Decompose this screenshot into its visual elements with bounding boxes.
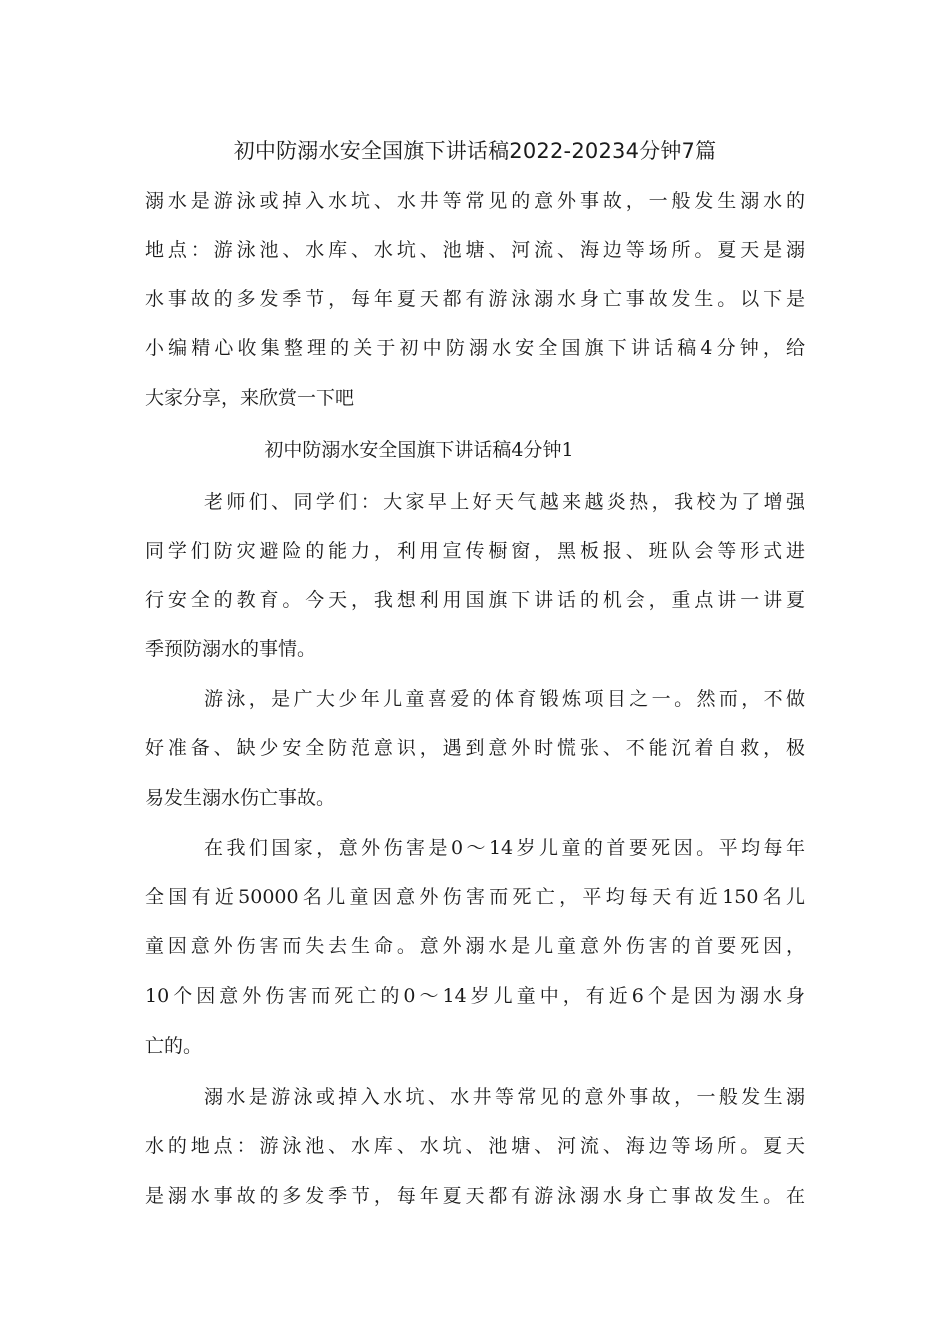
- intro-line: 地点：游泳池、水库、水坑、池塘、河流、海边等场所。夏天是溺: [145, 239, 805, 261]
- intro-line: 溺水是游泳或掉入水坑、水井等常见的意外事故，一般发生溺水的: [145, 190, 805, 212]
- paragraph-line: 游泳，是广大少年儿童喜爱的体育锻炼项目之一。然而，不做: [204, 688, 805, 710]
- paragraph-line: 行安全的教育。今天，我想利用国旗下讲话的机会，重点讲一讲夏: [145, 589, 805, 611]
- paragraph-line: 在我们国家，意外伤害是0～14岁儿童的首要死因。平均每年: [204, 837, 805, 859]
- paragraph-line: 10个因意外伤害而死亡的0～14岁儿童中，有近6个是因为溺水身: [145, 985, 805, 1007]
- intro-line: 大家分享，来欣赏一下吧: [145, 387, 355, 409]
- intro-line: 水事故的多发季节，每年夏天都有游泳溺水身亡事故发生。以下是: [145, 288, 805, 310]
- intro-line: 小编精心收集整理的关于初中防溺水安全国旗下讲话稿4分钟，给: [145, 337, 805, 359]
- paragraph-line: 全国有近50000名儿童因意外伤害而死亡，平均每天有近150名儿: [145, 886, 805, 908]
- paragraph-line: 水的地点：游泳池、水库、水坑、池塘、河流、海边等场所。夏天: [145, 1135, 805, 1157]
- section-subtitle: 初中防溺水安全国旗下讲话稿4分钟1: [264, 439, 574, 461]
- paragraph-line: 老师们、同学们：大家早上好天气越来越炎热，我校为了增强: [204, 491, 805, 513]
- paragraph-line: 亡的。: [145, 1035, 203, 1057]
- document-title: 初中防溺水安全国旗下讲话稿2022-20234分钟7篇: [233, 139, 717, 163]
- paragraph-line: 同学们防灾避险的能力，利用宣传橱窗，黑板报、班队会等形式进: [145, 540, 805, 562]
- paragraph-line: 季预防溺水的事情。: [145, 638, 317, 660]
- paragraph-line: 是溺水事故的多发季节，每年夏天都有游泳溺水身亡事故发生。在: [145, 1185, 805, 1207]
- paragraph-line: 溺水是游泳或掉入水坑、水井等常见的意外事故，一般发生溺: [204, 1086, 805, 1108]
- paragraph-line: 好准备、缺少安全防范意识，遇到意外时慌张、不能沉着自救，极: [145, 737, 805, 759]
- paragraph-line: 童因意外伤害而失去生命。意外溺水是儿童意外伤害的首要死因，: [145, 935, 805, 957]
- paragraph-line: 易发生溺水伤亡事故。: [145, 787, 336, 809]
